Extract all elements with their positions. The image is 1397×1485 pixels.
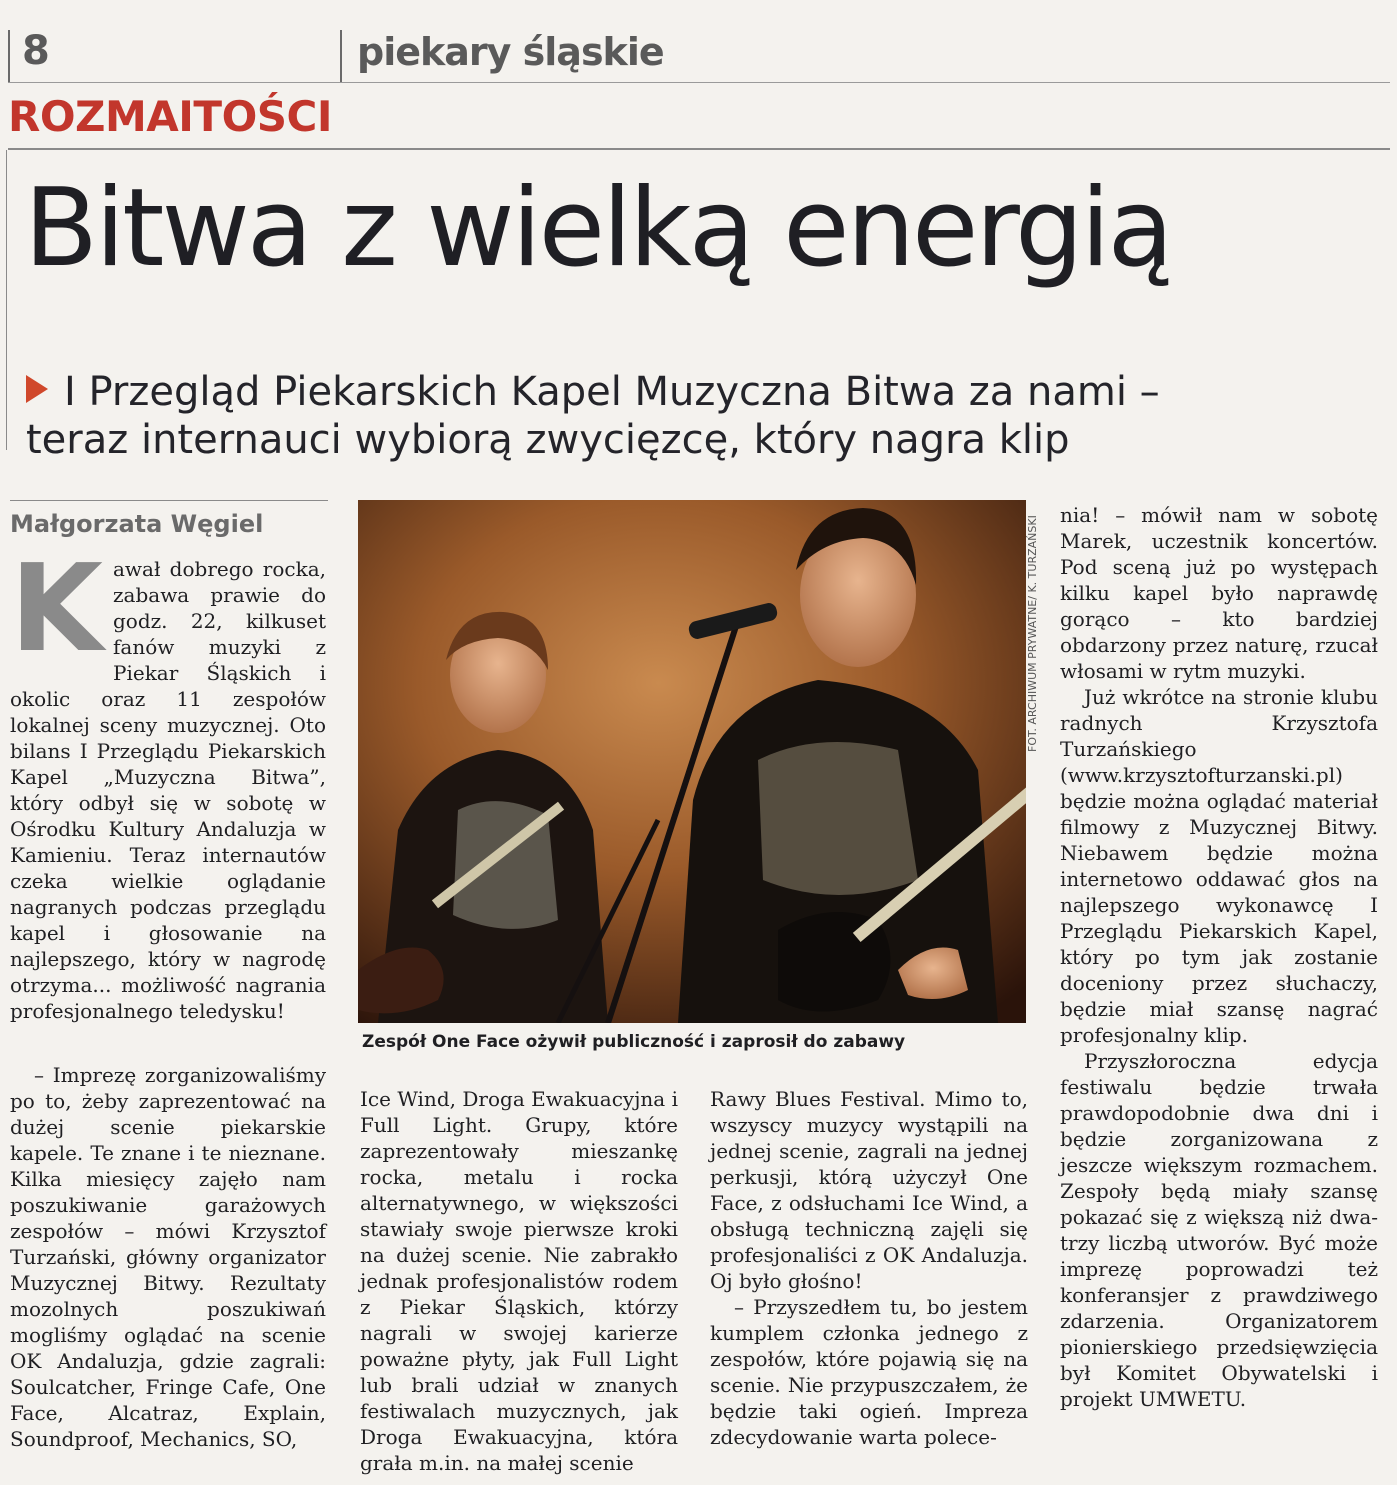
article-paragraph-7: Już wkrótce na stronie klubu radnych Krzysztofa Turzańskiego (www.krzysztofturzanski.pl) będzie można oglądać materiał filmowy z Muzycznej Bitwy. Niebawem będzie można internetowo oddawać głos na najlepszego wykonawcę I Przeglądu Piekarskich Kapel, który po tym jak zostanie doceniony przez słuchaczy, będzie miał szansę nagrać profesjonalny klip. <box>1060 685 1378 1047</box>
header-divider <box>340 30 342 82</box>
article-column-4 <box>1060 502 1378 1412</box>
article-paragraph-3: Ice Wind, Droga Ewakuacyjna i Full Light. Grupy, które zaprezentowały mieszankę rocka, metalu i rocka alternatywnego, w większości stawiały swoje pierwsze kroki na dużej scenie. Nie zabrakło jednak profesjonalistów rodem z Piekar Śląskich, którzy nagrali w swojej karierze poważne płyty, jak Full Light lub brali udział w znanych festiwalach muzycznych, jak Droga Ewakuacyjna, która grała m.in. na małej scenie <box>360 1087 678 1475</box>
left-margin-rule <box>6 150 7 450</box>
dropcap-letter: K <box>10 540 103 679</box>
section-label: ROZMAITOŚCI <box>8 92 332 141</box>
article-paragraph-8: Przyszłoroczna edycja festiwalu będzie trwała prawdopodobnie dwa dni i będzie zorganizowana z jeszcze większym rozmachem. Zespoły będą miały szansę pokazać się z większą niż dwa-trzy liczbą utworów. Być może imprezę poprowadzi też konferansjer z prawdziwego zdarzenia. Organizatorem pionierskiego przedsięwzięcia był Komitet Obywatelski i projekt UMWETU. <box>1060 1049 1378 1411</box>
article-paragraph-4: Rawy Blues Festival. Mimo to, wszyscy muzycy wystąpili na jednej scenie, zagrali na jednej perkusji, którą użyczył One Face, z odsłuchami Ice Wind, a obsługą techniczną zajęli się profesjonaliści z OK Andaluzja. Oj było głośno! <box>710 1087 1028 1293</box>
article-headline: Bitwa z wielką energią <box>24 166 1171 291</box>
section-rule <box>8 148 1390 150</box>
page-number: 8 <box>22 28 50 74</box>
article-column-1-upper <box>10 540 326 1024</box>
section-name: piekary śląskie <box>357 30 664 74</box>
band-photo-image <box>358 500 1026 1023</box>
header-rule <box>8 82 1390 83</box>
photo-credit: FOT. ARCHIWUM PRYWATNE/ K. TURZAŃSKI <box>1026 515 1039 752</box>
author-rule <box>10 500 328 501</box>
article-author: Małgorzata Węgiel <box>10 510 264 538</box>
article-paragraph-6: nia! – mówił nam w sobotę Marek, uczestnik koncertów. Pod sceną już po występach kilku kapel było naprawdę gorąco – kto bardziej obdarzony przez naturę, rzucał włosami w rytm muzyki. <box>1060 503 1378 683</box>
band-photo <box>358 500 1026 1023</box>
article-column-3 <box>710 1086 1028 1450</box>
article-column-1-lower <box>10 1062 326 1452</box>
article-lead <box>26 368 1386 464</box>
photo-caption: Zespół One Face ożywił publiczność i zaprosił do zabawy <box>362 1032 906 1052</box>
article-paragraph-1: awał dobrego rocka, zabawa prawie do godz. 22, kilkuset fanów muzyki z Piekar Śląskich i okolic oraz 11 zespołów lokalnej sceny muzycznej. Oto bilans I Przeglądu Piekarskich Kapel „Muzyczna Bitwa”, który odbył się w sobotę w Ośrodku Kultury Andaluzja w Kamieniu. Teraz internautów czeka wielkie oglądanie nagranych podczas przeglądu kapel i głosowanie na najlepszego, który w nagrodę otrzyma... możliwość nagrania profesjonalnego teledysku! <box>10 557 326 1023</box>
article-paragraph-2: – Imprezę zorganizowaliśmy po to, żeby zaprezentować na dużej scenie piekarskie kapele. Te znane i te nieznane. Kilka miesięcy zajęło nam poszukiwanie garażowych zespołów – mówi Krzysztof Turzański, główny organizator Muzycznej Bitwy. Rezultaty mozolnych poszukiwań mogliśmy oglądać na scenie OK Andaluzja, gdzie zagrali: Soulcatcher, Fringe Cafe, One Face, Alcatraz, Explain, Soundproof, Mechanics, SO, <box>10 1063 326 1451</box>
lead-line-2: teraz internauci wybiorą zwycięzcę, który nagra klip <box>26 417 1070 463</box>
header-left-bar <box>8 30 10 82</box>
article-paragraph-5: – Przyszedłem tu, bo jestem kumplem członka jednego z zespołów, które pojawią się na scenie. Nie przypuszczałem, że będzie taki ogień. Impreza zdecydowanie warta polece- <box>710 1295 1028 1449</box>
lead-arrow-icon <box>26 375 48 403</box>
article-column-2 <box>360 1086 678 1476</box>
lead-line-1: I Przegląd Piekarskich Kapel Muzyczna Bitwa za nami – <box>64 369 1160 415</box>
